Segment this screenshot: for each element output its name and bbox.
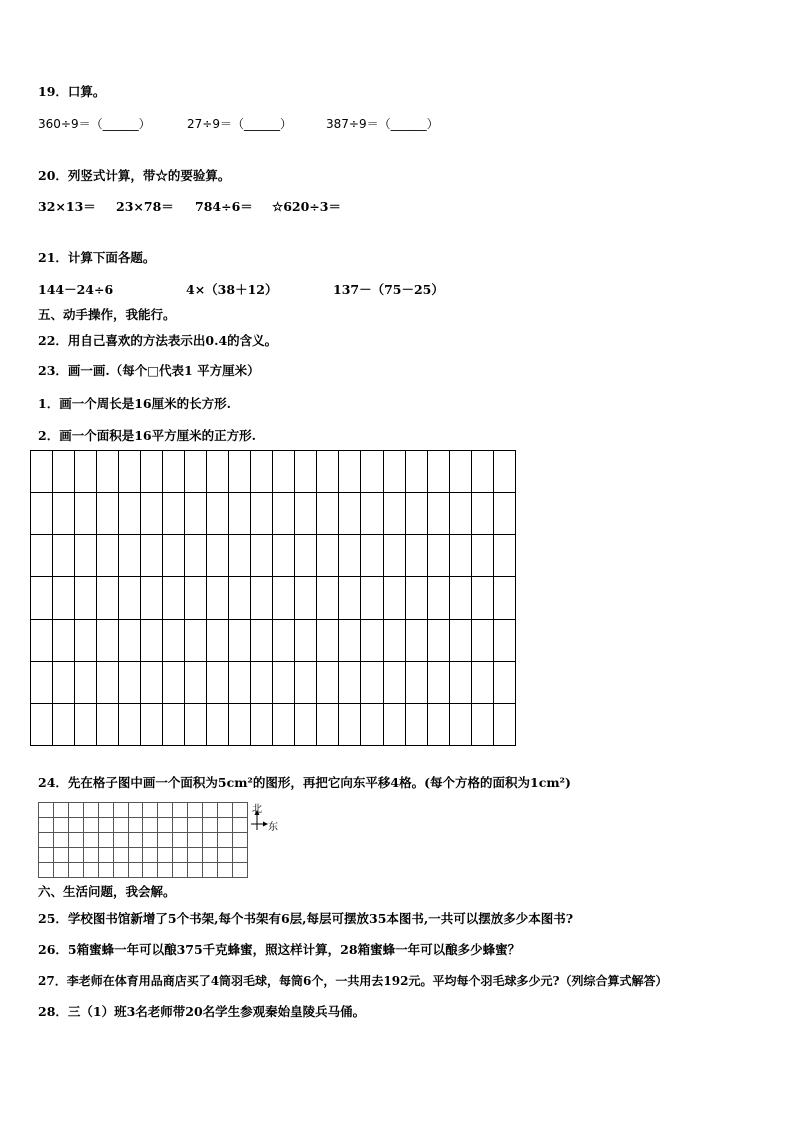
grid-cell[interactable] (203, 833, 218, 848)
grid-cell[interactable] (493, 493, 515, 535)
grid-cell[interactable] (295, 703, 317, 745)
grid-cell[interactable] (317, 535, 339, 577)
grid-cell[interactable] (53, 863, 68, 878)
grid-cell[interactable] (339, 577, 361, 619)
grid-cell[interactable] (98, 848, 113, 863)
grid-cell[interactable] (339, 451, 361, 493)
grid-cell[interactable] (39, 818, 54, 833)
grid-cell[interactable] (317, 451, 339, 493)
grid-cell[interactable] (188, 833, 203, 848)
grid-cell[interactable] (317, 661, 339, 703)
grid-cell[interactable] (493, 451, 515, 493)
grid-cell[interactable] (128, 848, 143, 863)
grid-cell[interactable] (185, 619, 207, 661)
grid-cell[interactable] (141, 661, 163, 703)
q22-text: 22．用自己喜欢的方法表示出0.4的含义。 (38, 333, 278, 348)
q25-text: 25．学校图书馆新增了5个书架,每个书架有6层,每层可摆放35本图书,一共可以摆放多少本图书? (38, 911, 574, 926)
grid-cell[interactable] (273, 493, 295, 535)
grid-cell[interactable] (185, 661, 207, 703)
grid-cell[interactable] (97, 661, 119, 703)
grid-cell[interactable] (68, 833, 83, 848)
grid-cell[interactable] (53, 661, 75, 703)
grid-cell[interactable] (83, 818, 98, 833)
grid-cell[interactable] (119, 661, 141, 703)
grid-cell[interactable] (39, 803, 54, 818)
grid-cell[interactable] (232, 848, 247, 863)
grid-cell[interactable] (273, 703, 295, 745)
grid-cell[interactable] (273, 577, 295, 619)
grid-cell[interactable] (75, 619, 97, 661)
grid-cell[interactable] (361, 703, 383, 745)
grid-cell[interactable] (383, 619, 405, 661)
grid-cell[interactable] (119, 703, 141, 745)
grid-cell[interactable] (53, 535, 75, 577)
grid-cell[interactable] (471, 661, 493, 703)
grid-cell[interactable] (68, 863, 83, 878)
grid-row (39, 818, 248, 833)
grid-cell[interactable] (449, 451, 471, 493)
grid-cell[interactable] (317, 577, 339, 619)
q21-title: 21．计算下面各题。 (38, 250, 156, 265)
q28-text: 28．三（1）班3名老师带20名学生参观秦始皇陵兵马俑。 (38, 1004, 366, 1019)
q23-sub2: 2．画一个面积是16平方厘米的正方形. (38, 428, 256, 443)
grid-cell[interactable] (53, 818, 68, 833)
grid-cell[interactable] (405, 661, 427, 703)
grid-cell[interactable] (113, 848, 128, 863)
grid-cell[interactable] (203, 848, 218, 863)
grid-cell[interactable] (39, 863, 54, 878)
grid-cell[interactable] (83, 848, 98, 863)
grid-cell[interactable] (141, 493, 163, 535)
q19-item-3: 387÷9＝（______） (326, 117, 439, 131)
grid-row (39, 848, 248, 863)
grid-cell[interactable] (163, 535, 185, 577)
grid-cell[interactable] (383, 703, 405, 745)
grid-cell[interactable] (53, 848, 68, 863)
grid-cell[interactable] (188, 818, 203, 833)
grid-cell[interactable] (383, 577, 405, 619)
q24-title: 24．先在格子图中画一个面积为5cm²的图形，再把它向东平移4格。(每个方格的面积为1cm²) (38, 775, 571, 790)
grid-cell[interactable] (113, 863, 128, 878)
north-label: 北 (252, 804, 262, 815)
grid-cell[interactable] (427, 535, 449, 577)
grid-cell[interactable] (218, 863, 233, 878)
grid-cell[interactable] (251, 535, 273, 577)
grid-cell[interactable] (471, 493, 493, 535)
grid-cell[interactable] (158, 833, 173, 848)
grid-cell[interactable] (232, 818, 247, 833)
grid-cell[interactable] (493, 619, 515, 661)
grid-cell[interactable] (75, 451, 97, 493)
q23-title: 23．画一画.（每个□代表1 平方厘米） (38, 363, 260, 378)
grid-cell[interactable] (141, 451, 163, 493)
grid-cell[interactable] (75, 535, 97, 577)
grid-cell[interactable] (339, 703, 361, 745)
grid-cell[interactable] (185, 577, 207, 619)
grid-cell[interactable] (449, 703, 471, 745)
grid-cell[interactable] (97, 619, 119, 661)
grid-cell[interactable] (361, 451, 383, 493)
grid-cell[interactable] (163, 619, 185, 661)
q23-drawing-grid[interactable] (30, 450, 516, 746)
grid-cell[interactable] (207, 577, 229, 619)
grid-cell[interactable] (383, 493, 405, 535)
grid-cell[interactable] (493, 703, 515, 745)
grid-cell[interactable] (427, 577, 449, 619)
grid-cell[interactable] (128, 833, 143, 848)
grid-cell[interactable] (405, 451, 427, 493)
grid-cell[interactable] (98, 803, 113, 818)
grid-cell[interactable] (232, 803, 247, 818)
grid-cell[interactable] (427, 703, 449, 745)
grid-cell[interactable] (158, 803, 173, 818)
grid-cell[interactable] (449, 535, 471, 577)
compass (250, 802, 290, 836)
q21-item-2: 4×（38＋12） (186, 282, 278, 297)
grid-cell[interactable] (207, 619, 229, 661)
grid-cell[interactable] (53, 833, 68, 848)
q20-item-4: ☆620÷3＝ (272, 199, 341, 214)
grid-cell[interactable] (383, 535, 405, 577)
grid-cell[interactable] (449, 619, 471, 661)
grid-cell[interactable] (143, 863, 158, 878)
grid-cell[interactable] (273, 535, 295, 577)
grid-cell[interactable] (273, 661, 295, 703)
grid-cell[interactable] (141, 619, 163, 661)
grid-cell[interactable] (75, 577, 97, 619)
grid-cell[interactable] (68, 803, 83, 818)
grid-cell[interactable] (119, 535, 141, 577)
grid-cell[interactable] (185, 451, 207, 493)
grid-cell[interactable] (143, 833, 158, 848)
grid-cell[interactable] (113, 818, 128, 833)
grid-cell[interactable] (31, 493, 53, 535)
grid-cell[interactable] (53, 577, 75, 619)
grid-row (31, 661, 516, 703)
q20-item-1: 32×13＝ (38, 199, 96, 214)
grid-cell[interactable] (141, 577, 163, 619)
grid-cell[interactable] (98, 818, 113, 833)
grid-cell[interactable] (295, 493, 317, 535)
grid-cell[interactable] (128, 818, 143, 833)
grid-cell[interactable] (143, 803, 158, 818)
grid-cell[interactable] (427, 493, 449, 535)
grid-cell[interactable] (39, 833, 54, 848)
grid-cell[interactable] (173, 803, 188, 818)
grid-cell[interactable] (218, 803, 233, 818)
q23-sub1: 1．画一个周长是16厘米的长方形. (38, 396, 231, 411)
grid-cell[interactable] (229, 493, 251, 535)
grid-cell[interactable] (493, 577, 515, 619)
grid-cell[interactable] (39, 848, 54, 863)
grid-cell[interactable] (493, 661, 515, 703)
grid-cell[interactable] (493, 535, 515, 577)
grid-cell[interactable] (113, 803, 128, 818)
grid-cell[interactable] (83, 863, 98, 878)
grid-cell[interactable] (53, 619, 75, 661)
grid-cell[interactable] (185, 493, 207, 535)
grid-cell[interactable] (232, 863, 247, 878)
grid-cell[interactable] (361, 493, 383, 535)
grid-cell[interactable] (251, 493, 273, 535)
grid-cell[interactable] (273, 619, 295, 661)
grid-cell[interactable] (229, 703, 251, 745)
grid-cell[interactable] (295, 619, 317, 661)
q20-title: 20．列竖式计算，带☆的要验算。 (38, 168, 231, 183)
grid-cell[interactable] (97, 493, 119, 535)
grid-cell[interactable] (83, 833, 98, 848)
grid-cell[interactable] (295, 577, 317, 619)
grid-cell[interactable] (98, 833, 113, 848)
grid-cell[interactable] (163, 451, 185, 493)
grid-row (31, 535, 516, 577)
grid-cell[interactable] (97, 703, 119, 745)
grid-cell[interactable] (405, 535, 427, 577)
grid-cell[interactable] (471, 451, 493, 493)
grid-cell[interactable] (251, 619, 273, 661)
grid-cell[interactable] (229, 661, 251, 703)
grid-cell[interactable] (427, 451, 449, 493)
grid-cell[interactable] (53, 803, 68, 818)
grid-cell[interactable] (229, 451, 251, 493)
grid-cell[interactable] (188, 863, 203, 878)
grid-cell[interactable] (98, 863, 113, 878)
grid-cell[interactable] (119, 493, 141, 535)
grid-cell[interactable] (163, 703, 185, 745)
grid-cell[interactable] (113, 833, 128, 848)
grid-cell[interactable] (207, 451, 229, 493)
grid-cell[interactable] (141, 703, 163, 745)
grid-cell[interactable] (427, 661, 449, 703)
grid-row (39, 863, 248, 878)
grid-cell[interactable] (251, 661, 273, 703)
grid-cell[interactable] (361, 577, 383, 619)
grid-cell[interactable] (405, 493, 427, 535)
grid-cell[interactable] (218, 833, 233, 848)
grid-cell[interactable] (188, 848, 203, 863)
q21-item-3: 137－（75－25） (333, 282, 444, 297)
grid-cell[interactable] (471, 703, 493, 745)
grid-cell[interactable] (68, 818, 83, 833)
grid-cell[interactable] (207, 703, 229, 745)
grid-cell[interactable] (31, 703, 53, 745)
q19-item-1: 360÷9＝（______） (38, 117, 151, 131)
grid-cell[interactable] (251, 451, 273, 493)
grid-cell[interactable] (158, 848, 173, 863)
grid-cell[interactable] (207, 493, 229, 535)
grid-cell[interactable] (163, 577, 185, 619)
grid-cell[interactable] (158, 863, 173, 878)
grid-row (39, 833, 248, 848)
grid-cell[interactable] (295, 535, 317, 577)
grid-cell[interactable] (128, 803, 143, 818)
grid-cell[interactable] (361, 535, 383, 577)
grid-cell[interactable] (141, 535, 163, 577)
grid-row (31, 451, 516, 493)
grid-cell[interactable] (218, 848, 233, 863)
grid-cell[interactable] (471, 619, 493, 661)
grid-cell[interactable] (31, 661, 53, 703)
grid-cell[interactable] (295, 661, 317, 703)
grid-cell[interactable] (229, 619, 251, 661)
q20-item-2: 23×78＝ (116, 199, 174, 214)
grid-cell[interactable] (173, 863, 188, 878)
grid-row (31, 577, 516, 619)
q20-item-3: 784÷6＝ (195, 199, 253, 214)
grid-cell[interactable] (339, 535, 361, 577)
grid-cell[interactable] (53, 493, 75, 535)
grid-cell[interactable] (449, 493, 471, 535)
grid-cell[interactable] (229, 535, 251, 577)
grid-cell[interactable] (405, 703, 427, 745)
grid-cell[interactable] (31, 451, 53, 493)
grid-cell[interactable] (449, 661, 471, 703)
grid-row (31, 619, 516, 661)
q24-drawing-grid[interactable] (38, 802, 248, 878)
grid-cell[interactable] (251, 577, 273, 619)
grid-cell[interactable] (203, 863, 218, 878)
grid-cell[interactable] (158, 818, 173, 833)
grid-cell[interactable] (218, 818, 233, 833)
grid-cell[interactable] (173, 818, 188, 833)
q19-title: 19．口算。 (38, 84, 106, 99)
section-6-heading: 六、生活问题，我会解。 (38, 884, 176, 899)
grid-cell[interactable] (295, 451, 317, 493)
grid-cell[interactable] (471, 577, 493, 619)
grid-cell[interactable] (68, 848, 83, 863)
grid-cell[interactable] (427, 619, 449, 661)
grid-cell[interactable] (31, 619, 53, 661)
grid-cell[interactable] (75, 661, 97, 703)
grid-cell[interactable] (339, 661, 361, 703)
grid-cell[interactable] (207, 535, 229, 577)
grid-cell[interactable] (119, 577, 141, 619)
grid-row (31, 703, 516, 745)
east-label: 东 (268, 822, 278, 833)
grid-cell[interactable] (449, 577, 471, 619)
grid-cell[interactable] (83, 803, 98, 818)
grid-cell[interactable] (173, 833, 188, 848)
grid-cell[interactable] (143, 848, 158, 863)
q26-text: 26．5箱蜜蜂一年可以酿375千克蜂蜜，照这样计算，28箱蜜蜂一年可以酿多少蜂蜜？ (38, 942, 521, 957)
grid-cell[interactable] (53, 703, 75, 745)
grid-cell[interactable] (128, 863, 143, 878)
grid-cell[interactable] (163, 493, 185, 535)
grid-cell[interactable] (173, 848, 188, 863)
grid-cell[interactable] (119, 451, 141, 493)
grid-cell[interactable] (31, 577, 53, 619)
grid-cell[interactable] (383, 451, 405, 493)
grid-cell[interactable] (361, 661, 383, 703)
grid-cell[interactable] (75, 703, 97, 745)
grid-cell[interactable] (207, 661, 229, 703)
grid-cell[interactable] (339, 493, 361, 535)
q27-text: 27．李老师在体育用品商店买了4筒羽毛球，每筒6个，一共用去192元。平均每个羽毛球多少元?（列综合算式解答） (38, 974, 668, 988)
grid-cell[interactable] (383, 661, 405, 703)
grid-cell[interactable] (97, 451, 119, 493)
grid-cell[interactable] (232, 833, 247, 848)
grid-cell[interactable] (361, 619, 383, 661)
grid-cell[interactable] (143, 818, 158, 833)
grid-cell[interactable] (405, 619, 427, 661)
grid-row (31, 493, 516, 535)
grid-cell[interactable] (163, 661, 185, 703)
grid-cell[interactable] (119, 619, 141, 661)
q19-item-2: 27÷9＝（______） (187, 117, 292, 131)
grid-cell[interactable] (471, 535, 493, 577)
grid-cell[interactable] (339, 619, 361, 661)
grid-cell[interactable] (75, 493, 97, 535)
grid-row (39, 803, 248, 818)
q21-item-1: 144－24÷6 (38, 282, 114, 297)
grid-cell[interactable] (188, 803, 203, 818)
grid-cell[interactable] (203, 818, 218, 833)
grid-cell[interactable] (317, 493, 339, 535)
grid-cell[interactable] (405, 577, 427, 619)
grid-cell[interactable] (185, 535, 207, 577)
grid-cell[interactable] (229, 577, 251, 619)
grid-cell[interactable] (317, 619, 339, 661)
section-5-heading: 五、动手操作，我能行。 (38, 307, 176, 322)
grid-cell[interactable] (97, 577, 119, 619)
grid-cell[interactable] (97, 535, 119, 577)
grid-cell[interactable] (273, 451, 295, 493)
grid-cell[interactable] (251, 703, 273, 745)
grid-cell[interactable] (185, 703, 207, 745)
grid-cell[interactable] (31, 535, 53, 577)
grid-cell[interactable] (317, 703, 339, 745)
grid-cell[interactable] (203, 803, 218, 818)
grid-cell[interactable] (53, 451, 75, 493)
